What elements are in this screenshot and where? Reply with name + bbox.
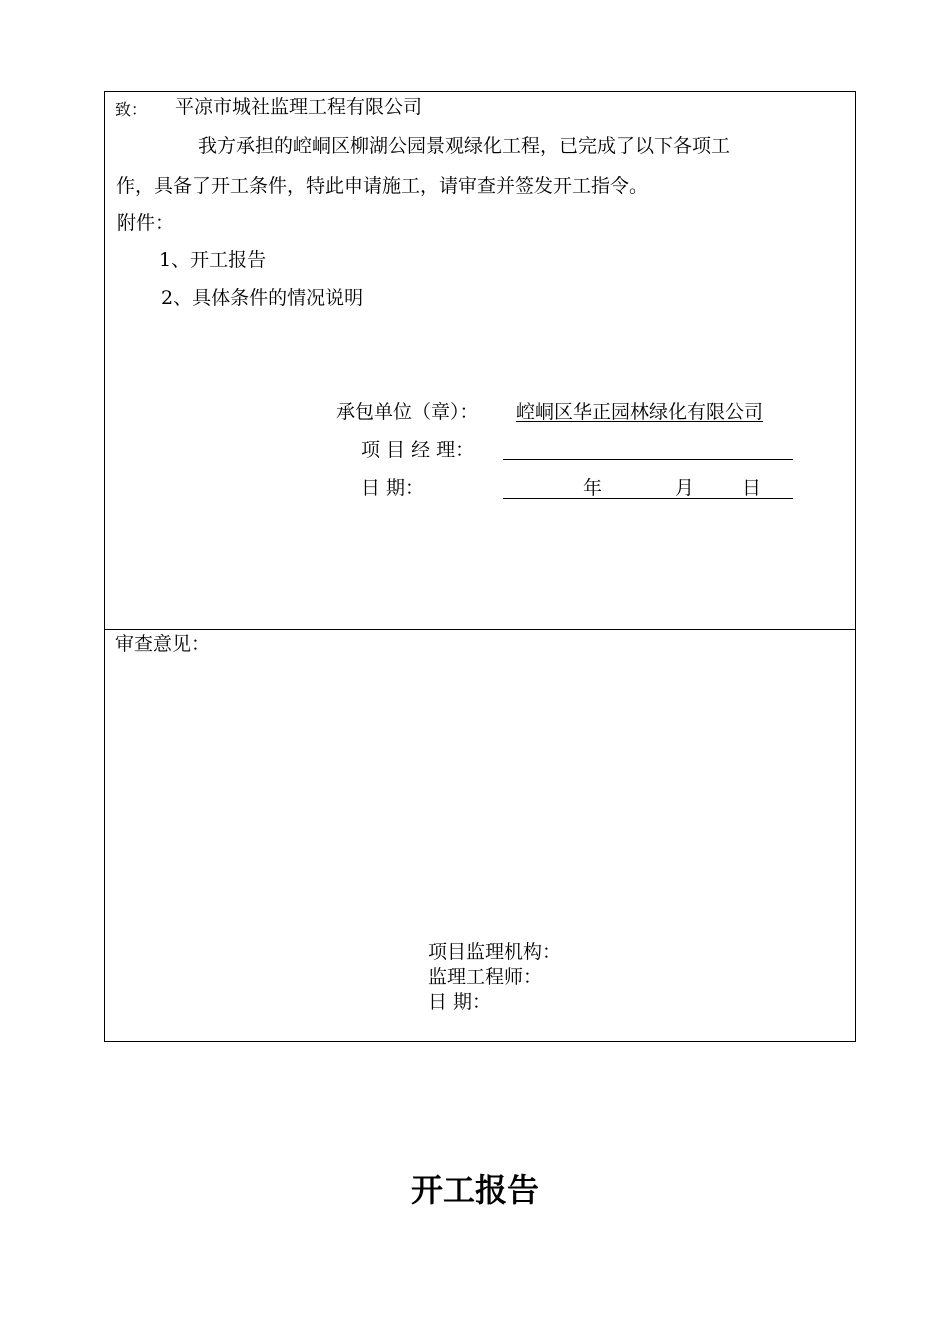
project-manager-line [503, 459, 793, 460]
attachment-item-2: 2、具体条件的情况说明 [161, 287, 364, 309]
attachment-item-1: 1、开工报告 [159, 249, 267, 271]
review-section [105, 629, 855, 1041]
date-year: 年 [583, 477, 603, 499]
date-day: 日 [742, 477, 762, 499]
next-page-title: 开工报告 [410, 1171, 539, 1209]
application-section [105, 92, 855, 630]
review-opinion-label: 审查意见： [115, 633, 211, 655]
supervision-agency-label: 项目监理机构： [428, 941, 562, 963]
attachments-label: 附件： [117, 212, 175, 234]
date-month: 月 [675, 477, 695, 499]
contractor-name: 崆峒区华正园林绿化有限公司 [516, 401, 764, 423]
contractor-label: 承包单位（章）： [336, 401, 479, 423]
to-label: 致： [115, 100, 148, 119]
addressee: 平凉市城社监理工程有限公司 [175, 96, 423, 118]
review-date-label: 日 期： [428, 991, 492, 1013]
date-label: 日 期： [361, 477, 425, 499]
supervision-engineer-label: 监理工程师： [428, 966, 543, 988]
body-line-2: 作，具备了开工条件，特此申请施工，请审查并签发开工指令。 [116, 175, 649, 197]
body-line-1: 我方承担的崆峒区柳湖公园景观绿化工程，已完成了以下各项工 [198, 135, 731, 157]
application-form [104, 91, 856, 1042]
project-manager-label: 项 目 经 理： [361, 439, 475, 461]
